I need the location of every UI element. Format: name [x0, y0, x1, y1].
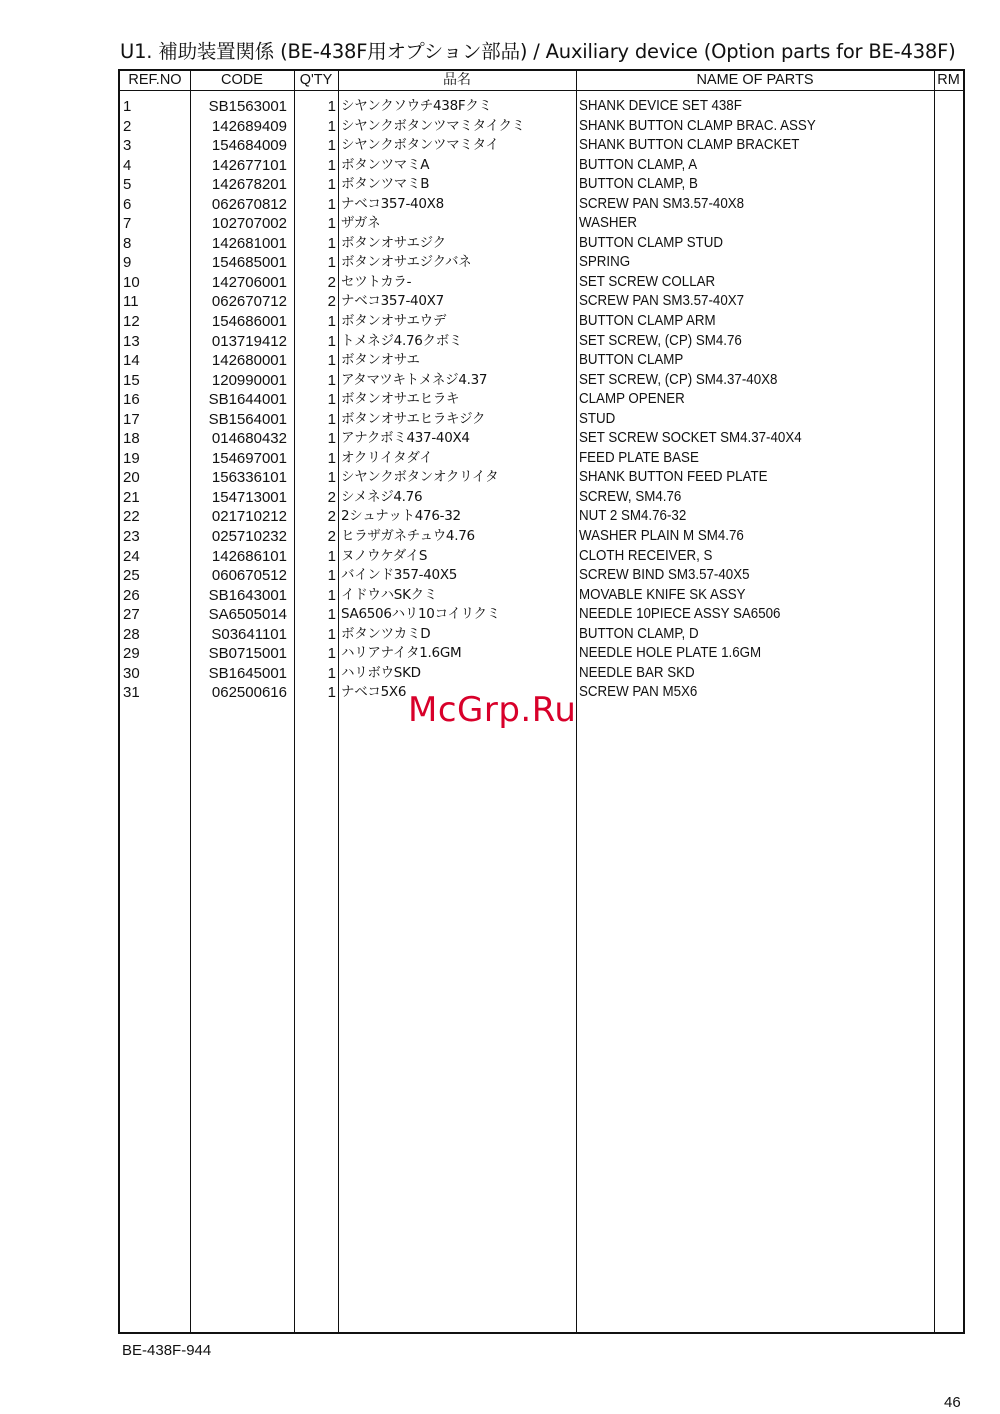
qty-cell: 1	[327, 215, 336, 233]
code-cell: 154684009	[211, 137, 287, 155]
qty-cell: 1	[327, 313, 336, 331]
table-row	[120, 449, 963, 469]
code-cell: SB1645001	[208, 664, 287, 682]
jp-name-cell: SA6506ハリ10コイリクミ	[341, 606, 500, 623]
table-row	[120, 234, 963, 254]
table-header	[120, 71, 963, 91]
ref-no-cell: 11	[123, 293, 139, 311]
qty-cell: 2	[327, 488, 336, 506]
header-code: CODE	[221, 72, 263, 88]
jp-name-cell: ナベコ5X6	[341, 684, 407, 701]
part-name-cell: CLOTH RECEIVER, S	[579, 547, 713, 564]
part-name-cell: SCREW PAN SM3.57-40X8	[579, 195, 745, 212]
table-row	[120, 312, 963, 332]
part-name-cell: SCREW PAN SM3.57-40X7	[579, 293, 745, 310]
ref-no-cell: 15	[123, 371, 140, 389]
ref-no-cell: 23	[123, 528, 140, 546]
watermark: McGrp.Ru	[408, 690, 577, 730]
table-row	[120, 566, 963, 586]
jp-name-cell: トメネジ4.76クボミ	[341, 332, 463, 349]
part-name-cell: NEEDLE HOLE PLATE 1.6GM	[579, 645, 762, 662]
code-cell: 142706001	[211, 273, 287, 291]
jp-name-cell: ボタンオサエヒラキ	[341, 391, 460, 408]
qty-cell: 1	[327, 606, 336, 624]
part-name-cell: BUTTON CLAMP, A	[579, 156, 698, 173]
jp-name-cell: シヤンクボタンオクリイタ	[341, 469, 499, 486]
ref-no-cell: 2	[123, 117, 132, 135]
ref-no-cell: 3	[123, 137, 132, 155]
jp-name-cell: ザガネ	[341, 215, 381, 232]
table-row	[120, 605, 963, 625]
part-name-cell: SET SCREW SOCKET SM4.37-40X4	[579, 430, 802, 447]
part-name-cell: SCREW, SM4.76	[579, 488, 682, 505]
code-cell: 014680432	[211, 430, 287, 448]
jp-name-cell: シメネジ4.76	[341, 488, 423, 505]
jp-name-cell: ヌノウケダイS	[341, 547, 428, 564]
table-row	[120, 429, 963, 449]
jp-name-cell: ハリアナイタ1.6GM	[341, 645, 462, 662]
ref-no-cell: 30	[123, 664, 140, 682]
table-row	[120, 664, 963, 684]
code-cell: 142677101	[211, 156, 287, 174]
code-cell: S03641101	[211, 625, 287, 643]
jp-name-cell: ボタンオサエジク	[341, 234, 446, 251]
code-cell: 142686101	[211, 547, 287, 565]
part-name-cell: BUTTON CLAMP	[579, 352, 684, 369]
qty-cell: 1	[327, 547, 336, 565]
ref-no-cell: 21	[123, 488, 140, 506]
jp-name-cell: ボタンオサエ	[341, 352, 420, 369]
qty-cell: 1	[327, 410, 336, 428]
part-name-cell: NEEDLE BAR SKD	[579, 664, 695, 681]
table-row	[120, 527, 963, 547]
jp-name-cell: ナベコ357-40X8	[341, 195, 444, 212]
code-cell: 021710212	[211, 508, 287, 526]
jp-name-cell: シヤンクボタンツマミタイ	[341, 137, 499, 154]
ref-no-cell: 29	[123, 645, 140, 663]
code-cell: SB0715001	[208, 645, 287, 663]
code-cell: SB1644001	[208, 391, 287, 409]
code-cell: 156336101	[211, 469, 287, 487]
qty-cell: 1	[327, 137, 336, 155]
qty-cell: 1	[327, 430, 336, 448]
table-row	[120, 156, 963, 176]
code-cell: 142681001	[211, 234, 287, 252]
ref-no-cell: 17	[123, 410, 140, 428]
qty-cell: 2	[327, 273, 336, 291]
table-row	[120, 253, 963, 273]
table-row	[120, 644, 963, 664]
ref-no-cell: 27	[123, 606, 140, 624]
ref-no-cell: 9	[123, 254, 132, 272]
header-name-of-parts: NAME OF PARTS	[696, 72, 814, 88]
code-cell: 062670812	[211, 195, 287, 213]
code-cell: 154685001	[211, 254, 287, 272]
table-row	[120, 488, 963, 508]
code-cell: 120990001	[211, 371, 287, 389]
code-cell: 142689409	[211, 117, 287, 135]
ref-no-cell: 16	[123, 391, 140, 409]
qty-cell: 1	[327, 234, 336, 252]
table-row	[120, 332, 963, 352]
jp-name-cell: ハリボウSKD	[341, 664, 421, 681]
qty-cell: 1	[327, 352, 336, 370]
jp-name-cell: シヤンクソウチ438Fクミ	[341, 98, 492, 114]
code-cell: 142680001	[211, 352, 287, 370]
code-cell: 062670712	[211, 293, 287, 311]
qty-cell: 1	[327, 117, 336, 135]
part-name-cell: BUTTON CLAMP, B	[579, 176, 698, 193]
jp-name-cell: セツトカラ-	[341, 273, 412, 290]
ref-no-cell: 20	[123, 469, 140, 487]
code-cell: SA6505014	[208, 606, 287, 624]
part-name-cell: SET SCREW COLLAR	[579, 273, 716, 290]
qty-cell: 2	[327, 293, 336, 311]
qty-cell: 2	[327, 508, 336, 526]
code-cell: 102707002	[211, 215, 287, 233]
table-row	[120, 351, 963, 371]
jp-name-cell: イドウハSKクミ	[341, 586, 438, 603]
ref-no-cell: 26	[123, 586, 140, 604]
jp-name-cell: ボタンオサエジクバネ	[341, 254, 472, 271]
jp-name-cell: シヤンクボタンツマミタイクミ	[341, 117, 525, 134]
table-row	[120, 117, 963, 137]
table-row	[120, 507, 963, 527]
jp-name-cell: ボタンオサエヒラキジク	[341, 410, 486, 427]
code-cell: 013719412	[211, 332, 287, 350]
table-row	[120, 136, 963, 156]
table-row	[120, 371, 963, 391]
qty-cell: 1	[327, 371, 336, 389]
ref-no-cell: 14	[123, 352, 140, 370]
ref-no-cell: 6	[123, 195, 132, 213]
jp-name-cell: ナベコ357-40X7	[341, 293, 444, 310]
jp-name-cell: アタマツキトメネジ4.37	[341, 371, 488, 388]
qty-cell: 1	[327, 625, 336, 643]
code-cell: 142678201	[211, 176, 287, 194]
qty-cell: 2	[327, 528, 336, 546]
qty-cell: 1	[327, 449, 336, 467]
part-name-cell: SHANK BUTTON CLAMP BRACKET	[579, 137, 800, 154]
ref-no-cell: 25	[123, 567, 140, 585]
code-cell: 154686001	[211, 313, 287, 331]
jp-name-cell: バインド357-40X5	[341, 567, 458, 584]
qty-cell: 1	[327, 195, 336, 213]
table-row	[120, 195, 963, 215]
jp-name-cell: アナクボミ437-40X4	[341, 430, 470, 447]
jp-name-cell: ボタンツマミA	[341, 156, 430, 173]
part-name-cell: SHANK DEVICE SET 438F	[579, 98, 742, 114]
qty-cell: 1	[327, 98, 336, 115]
part-name-cell: WASHER	[579, 215, 638, 232]
header-qty: Q'TY	[299, 72, 333, 88]
part-name-cell: SCREW PAN M5X6	[579, 684, 698, 701]
jp-name-cell: ヒラザガネチュウ4.76	[341, 528, 475, 545]
part-name-cell: BUTTON CLAMP STUD	[579, 234, 724, 251]
code-cell: SB1643001	[208, 586, 287, 604]
part-name-cell: MOVABLE KNIFE SK ASSY	[579, 586, 746, 603]
part-name-cell: BUTTON CLAMP, D	[579, 625, 699, 642]
table-row	[120, 586, 963, 606]
part-name-cell: SET SCREW, (CP) SM4.37-40X8	[579, 371, 778, 388]
jp-name-cell: 2シュナット476-32	[341, 508, 461, 525]
table-row	[120, 214, 963, 234]
ref-no-cell: 28	[123, 625, 140, 643]
part-name-cell: SHANK BUTTON CLAMP BRAC. ASSY	[579, 117, 816, 134]
jp-name-cell: オクリイタダイ	[341, 449, 433, 466]
part-name-cell: FEED PLATE BASE	[579, 449, 699, 466]
qty-cell: 1	[327, 332, 336, 350]
code-cell: SB1564001	[208, 410, 287, 428]
page-number: 46	[944, 1394, 961, 1411]
ref-no-cell: 1	[123, 98, 132, 115]
part-name-cell: SCREW BIND SM3.57-40X5	[579, 567, 750, 584]
qty-cell: 1	[327, 469, 336, 487]
code-cell: 060670512	[211, 567, 287, 585]
model-code-footer: BE-438F-944	[122, 1342, 212, 1359]
table-row	[120, 410, 963, 430]
part-name-cell: NUT 2 SM4.76-32	[579, 508, 687, 525]
part-name-cell: SET SCREW, (CP) SM4.76	[579, 332, 742, 349]
table-row	[120, 175, 963, 195]
ref-no-cell: 31	[123, 684, 140, 702]
qty-cell: 1	[327, 176, 336, 194]
table-row	[120, 292, 963, 312]
code-cell: 062500616	[211, 684, 287, 702]
header-rm: RM	[937, 72, 960, 88]
qty-cell: 1	[327, 664, 336, 682]
ref-no-cell: 18	[123, 430, 140, 448]
part-name-cell: SPRING	[579, 254, 631, 271]
qty-cell: 1	[327, 586, 336, 604]
table-row	[120, 625, 963, 645]
page-title: U1. 補助装置関係 (BE-438F用オプション部品) / Auxiliary device (Option parts for BE-438F)	[120, 40, 956, 63]
code-cell: 154697001	[211, 449, 287, 467]
qty-cell: 1	[327, 567, 336, 585]
jp-name-cell: ボタンツカミD	[341, 625, 431, 642]
header-jp-name: 品名	[443, 72, 471, 88]
ref-no-cell: 4	[123, 156, 132, 174]
part-name-cell: CLAMP OPENER	[579, 391, 685, 408]
qty-cell: 1	[327, 684, 336, 702]
code-cell: SB1563001	[208, 98, 287, 115]
ref-no-cell: 7	[123, 215, 132, 233]
table-row	[120, 390, 963, 410]
code-cell: 154713001	[211, 488, 287, 506]
ref-no-cell: 13	[123, 332, 140, 350]
jp-name-cell: ボタンツマミB	[341, 176, 430, 193]
ref-no-cell: 19	[123, 449, 140, 467]
part-name-cell: WASHER PLAIN M SM4.76	[579, 528, 744, 545]
header-ref-no: REF.NO	[128, 72, 182, 88]
table-row	[120, 273, 963, 293]
ref-no-cell: 10	[123, 273, 140, 291]
ref-no-cell: 24	[123, 547, 140, 565]
part-name-cell: BUTTON CLAMP ARM	[579, 313, 716, 330]
qty-cell: 1	[327, 156, 336, 174]
ref-no-cell: 12	[123, 313, 140, 331]
part-name-cell: STUD	[579, 410, 616, 427]
part-name-cell: SHANK BUTTON FEED PLATE	[579, 469, 768, 486]
ref-no-cell: 22	[123, 508, 140, 526]
code-cell: 025710232	[211, 528, 287, 546]
jp-name-cell: ボタンオサエウデ	[341, 313, 447, 330]
ref-no-cell: 8	[123, 234, 132, 252]
table-row	[120, 468, 963, 488]
qty-cell: 1	[327, 254, 336, 272]
table-row	[120, 547, 963, 567]
table-body	[120, 97, 963, 703]
qty-cell: 1	[327, 391, 336, 409]
qty-cell: 1	[327, 645, 336, 663]
part-name-cell: NEEDLE 10PIECE ASSY SA6506	[579, 606, 781, 623]
ref-no-cell: 5	[123, 176, 132, 194]
table-row	[120, 97, 963, 117]
